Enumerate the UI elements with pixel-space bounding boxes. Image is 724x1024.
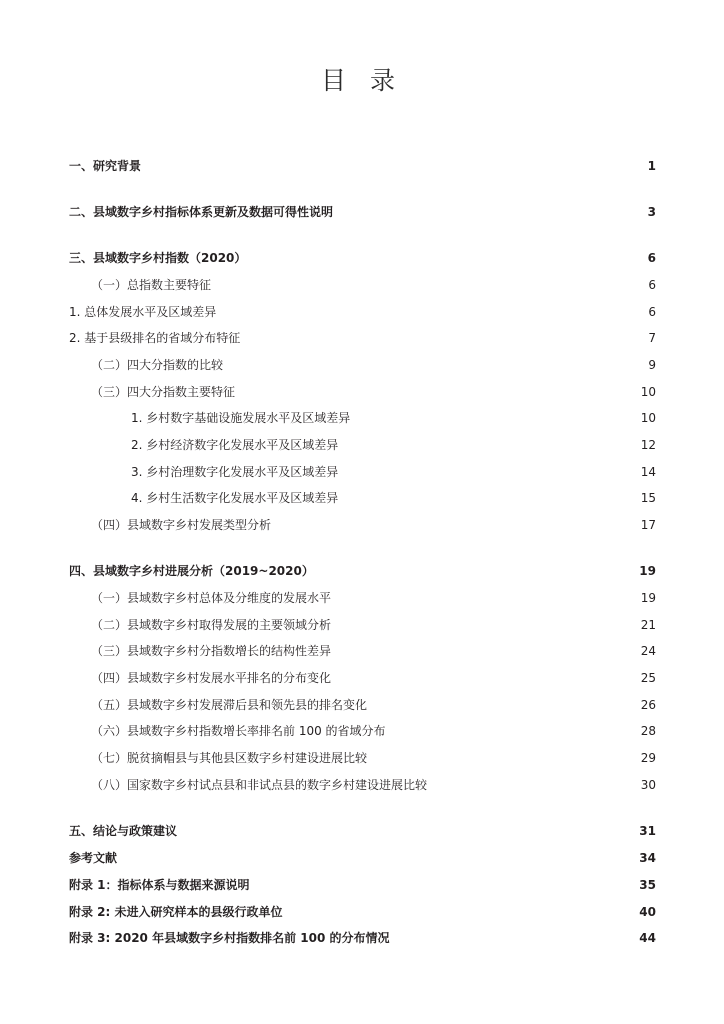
toc-entry-label: 附录 2: 未进入研究样本的县级行政单位	[69, 905, 283, 919]
toc-entry-page-number: 28	[640, 724, 656, 738]
toc-entry-item[interactable]	[0, 462, 724, 482]
toc-entry-appendix-3[interactable]	[0, 928, 724, 948]
toc-entry-label: （一）县域数字乡村总体及分维度的发展水平	[91, 591, 332, 605]
toc-entry-subsection[interactable]	[0, 695, 724, 715]
toc-entry-subsection[interactable]	[0, 615, 724, 635]
toc-entry-label: （二）县域数字乡村取得发展的主要领域分析	[91, 618, 332, 632]
toc-entry-item[interactable]	[0, 488, 724, 508]
toc-entry-section-4[interactable]	[0, 561, 724, 581]
toc-entry-page-number: 35	[639, 878, 656, 892]
toc-entry-label: （六）县域数字乡村指数增长率排名前 100 的省域分布	[91, 724, 386, 738]
toc-entry-page-number: 7	[648, 331, 656, 345]
toc-entry-subsection[interactable]	[0, 275, 724, 295]
toc-entry-page-number: 17	[640, 518, 656, 532]
toc-entry-label: （五）县域数字乡村发展滞后县和领先县的排名变化	[91, 698, 368, 712]
toc-entry-page-number: 30	[640, 778, 656, 792]
toc-entry-page-number: 10	[640, 411, 656, 425]
toc-entry-subsection[interactable]	[0, 355, 724, 375]
toc-entry-subsection[interactable]	[0, 588, 724, 608]
toc-entry-page-number: 34	[639, 851, 656, 865]
toc-entry-page-number: 19	[639, 564, 656, 578]
toc-entry-label: 一、研究背景	[69, 159, 142, 173]
toc-entry-section-1[interactable]	[0, 156, 724, 176]
toc-entry-item[interactable]	[0, 302, 724, 322]
toc-entry-label: 2. 乡村经济数字化发展水平及区域差异	[131, 438, 339, 452]
toc-entry-page-number: 29	[640, 751, 656, 765]
toc-entry-label: 附录 3: 2020 年县域数字乡村指数排名前 100 的分布情况	[69, 931, 390, 945]
toc-entry-label: 参考文献	[69, 851, 118, 865]
toc-entry-subsection[interactable]	[0, 775, 724, 795]
toc-entry-page-number: 1	[647, 159, 656, 173]
toc-entry-subsection[interactable]	[0, 515, 724, 535]
toc-entry-item[interactable]	[0, 408, 724, 428]
page-title: 目 录	[321, 66, 403, 95]
toc-entry-label: （三）四大分指数主要特征	[91, 385, 236, 399]
toc-entry-page-number: 44	[639, 931, 656, 945]
toc-entry-references[interactable]	[0, 848, 724, 868]
toc-entry-label: 五、结论与政策建议	[69, 824, 178, 838]
toc-entry-page-number: 19	[640, 591, 656, 605]
toc-entry-label: 1. 乡村数字基础设施发展水平及区域差异	[131, 411, 351, 425]
toc-entry-label: （四）县域数字乡村发展水平排名的分布变化	[91, 671, 332, 685]
toc-entry-label: 2. 基于县级排名的省域分布特征	[69, 331, 241, 345]
toc-entry-item[interactable]	[0, 328, 724, 348]
toc-entry-page-number: 21	[640, 618, 656, 632]
toc-entry-page-number: 9	[648, 358, 656, 372]
toc-entry-page-number: 3	[647, 205, 656, 219]
toc-entry-section-2[interactable]	[0, 202, 724, 222]
toc-entry-page-number: 6	[648, 305, 656, 319]
toc-entry-subsection[interactable]	[0, 641, 724, 661]
toc-entry-page-number: 25	[640, 671, 656, 685]
toc-entry-page-number: 31	[639, 824, 656, 838]
toc-entry-label: （一）总指数主要特征	[91, 278, 212, 292]
toc-entry-appendix-1[interactable]	[0, 875, 724, 895]
toc-entry-section-3[interactable]	[0, 248, 724, 268]
toc-entry-page-number: 6	[647, 251, 656, 265]
toc-entry-label: 1. 总体发展水平及区域差异	[69, 305, 217, 319]
toc-entry-item[interactable]	[0, 435, 724, 455]
toc-entry-label: 四、县域数字乡村进展分析（2019~2020）	[69, 564, 314, 578]
toc-entry-subsection[interactable]	[0, 382, 724, 402]
toc-entry-label: 三、县域数字乡村指数（2020）	[69, 251, 247, 265]
toc-entry-label: 4. 乡村生活数字化发展水平及区域差异	[131, 491, 339, 505]
toc-entry-page-number: 24	[640, 644, 656, 658]
toc-entry-page-number: 15	[640, 491, 656, 505]
toc-entry-label: （三）县域数字乡村分指数增长的结构性差异	[91, 644, 332, 658]
toc-entry-label: 附录 1：指标体系与数据来源说明	[69, 878, 250, 892]
toc-entry-subsection[interactable]	[0, 721, 724, 741]
toc-entry-page-number: 12	[640, 438, 656, 452]
toc-entry-label: （八）国家数字乡村试点县和非试点县的数字乡村建设进展比较	[91, 778, 428, 792]
toc-entry-page-number: 40	[639, 905, 656, 919]
toc-entry-label: 二、县域数字乡村指标体系更新及数据可得性说明	[69, 205, 334, 219]
toc-entry-subsection[interactable]	[0, 668, 724, 688]
toc-entry-page-number: 10	[640, 385, 656, 399]
toc-entry-page-number: 14	[640, 465, 656, 479]
toc-entry-label: （二）四大分指数的比较	[91, 358, 224, 372]
toc-entry-page-number: 26	[640, 698, 656, 712]
toc-entry-label: （七）脱贫摘帽县与其他县区数字乡村建设进展比较	[91, 751, 368, 765]
toc-entry-appendix-2[interactable]	[0, 902, 724, 922]
toc-entry-label: 3. 乡村治理数字化发展水平及区域差异	[131, 465, 339, 479]
toc-entry-label: （四）县域数字乡村发展类型分析	[91, 518, 272, 532]
toc-entry-section-5[interactable]	[0, 821, 724, 841]
toc-entry-page-number: 6	[648, 278, 656, 292]
toc-entry-subsection[interactable]	[0, 748, 724, 768]
